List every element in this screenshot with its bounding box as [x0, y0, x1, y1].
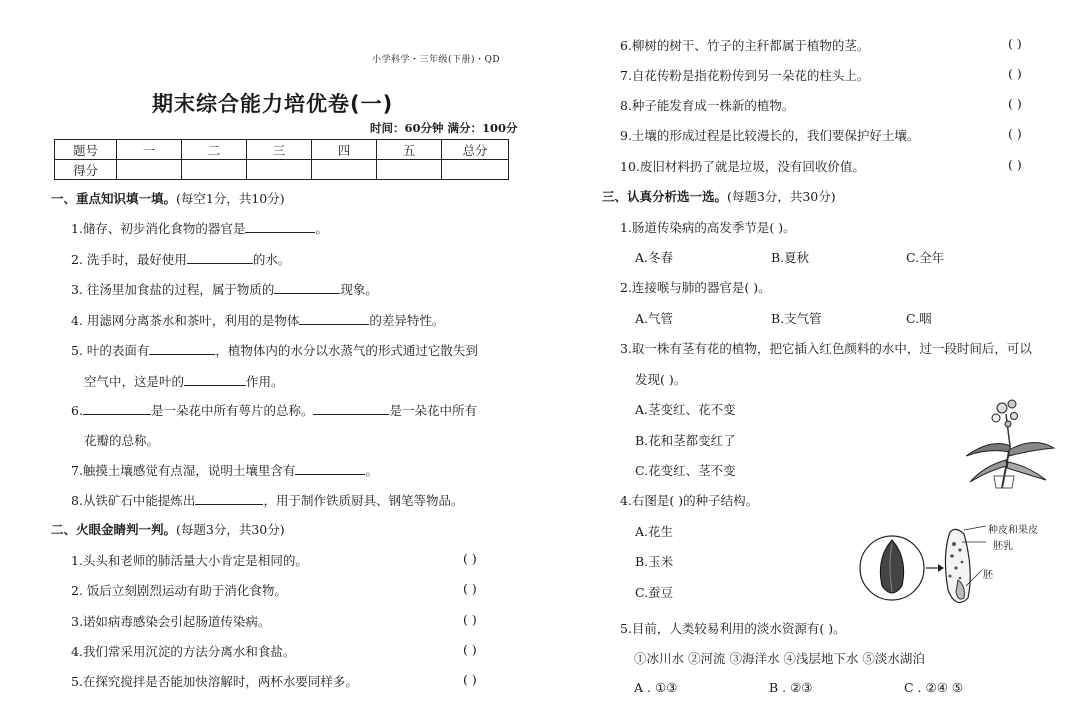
judge-question: 3.诺如病毒感染会引起肠道传染病。	[71, 614, 271, 629]
score-cell: 得分	[55, 160, 117, 180]
question-text: 。	[365, 463, 378, 478]
question-text: 的差异特性。	[369, 313, 445, 328]
score-cell: 四	[312, 140, 377, 160]
option-a[interactable]: A.气管	[635, 311, 674, 326]
answer-blank[interactable]	[295, 462, 365, 475]
answer-blank[interactable]	[274, 281, 340, 294]
answer-paren[interactable]: ( )	[463, 551, 477, 566]
section-1-heading	[51, 189, 285, 207]
fill-question-1	[71, 219, 328, 237]
fill-question-7	[71, 461, 378, 479]
score-input-cell[interactable]	[377, 160, 442, 180]
answer-paren[interactable]: ( )	[1008, 96, 1022, 111]
judge-question: 6.柳树的树干、竹子的主秆都属于植物的茎。	[620, 38, 870, 53]
score-input-cell[interactable]	[312, 160, 377, 180]
judge-question: 5.在探究搅拌是否能加快溶解时，两杯水要同样多。	[71, 674, 358, 689]
question-text: ，植物体内的水分以水蒸气的形式通过它散失到	[215, 343, 478, 358]
option-b[interactable]: B . ②③	[769, 680, 813, 695]
judge-question: 1.头头和老师的肺活量大小肯定是相同的。	[71, 553, 308, 568]
score-input-cell[interactable]	[182, 160, 247, 180]
option-c[interactable]: C.咽	[906, 311, 932, 326]
section-note: (每空1分，共10分)	[176, 191, 285, 206]
fill-question-3	[71, 280, 378, 298]
fill-question-5	[71, 341, 478, 359]
choice-question-5: 5.目前，人类较易利用的淡水资源有( )。	[620, 621, 846, 636]
answer-paren[interactable]: ( )	[463, 612, 477, 627]
section-heading-text: 三、认真分析选一选。	[602, 189, 728, 204]
judge-question: 2. 饭后立刻剧烈运动有助于消化食物。	[71, 583, 287, 598]
question-text: 作用。	[246, 374, 284, 389]
judge-question: 4.我们常采用沉淀的方法分离水和食盐。	[71, 644, 296, 659]
series-label: 小学科学・三年级(下册)・QD	[372, 55, 501, 65]
fill-question-4	[71, 311, 444, 329]
option-a[interactable]: A.花生	[635, 524, 674, 539]
option-a[interactable]: A.冬春	[635, 250, 674, 265]
seed-label-endosperm: 胚乳	[993, 541, 1013, 552]
score-input-cell[interactable]	[117, 160, 182, 180]
answer-blank[interactable]	[313, 402, 389, 415]
score-cell: 总分	[442, 140, 509, 160]
answer-paren[interactable]: ( )	[463, 672, 477, 687]
choice-question-1: 1.肠道传染病的高发季节是( )。	[620, 220, 796, 235]
question-text: 现象。	[340, 282, 378, 297]
section-heading-text: 一、重点知识填一填。	[51, 191, 177, 206]
judge-question: 9.土壤的形成过程是比较漫长的，我们要保护好土壤。	[620, 128, 920, 143]
answer-paren[interactable]: ( )	[1008, 36, 1022, 51]
page-title: 期末综合能力培优卷(一)	[152, 92, 394, 116]
question-text: 5. 叶的表面有	[71, 343, 150, 358]
question-text: 4. 用滤网分离茶水和茶叶，利用的是物体	[71, 313, 300, 328]
option-c[interactable]: C.花变红、茎不变	[635, 463, 736, 478]
question-text: 7.触摸土壤感觉有点湿，说明土壤里含有	[71, 463, 296, 478]
score-table	[54, 139, 509, 180]
score-cell: 题号	[55, 140, 117, 160]
answer-blank[interactable]	[149, 342, 215, 355]
score-input-cell[interactable]	[442, 160, 509, 180]
score-table-header-row	[55, 140, 509, 160]
choice-question-3-cont: 发现( )。	[635, 372, 687, 387]
option-c[interactable]: C . ②④ ⑤	[904, 680, 964, 695]
answer-blank[interactable]	[245, 220, 315, 233]
section-note: (每题3分，共30分)	[727, 189, 836, 204]
score-cell: 二	[182, 140, 247, 160]
question-text: 空气中，这是叶的	[84, 374, 185, 389]
question-text: 的水。	[252, 252, 291, 267]
question-text: 是一朵花中所有	[389, 403, 477, 418]
section-2-heading	[51, 520, 285, 538]
judge-question: 10.废旧材料扔了就是垃圾，没有回收价值。	[620, 159, 865, 174]
score-cell: 三	[247, 140, 312, 160]
answer-paren[interactable]: ( )	[1008, 157, 1022, 172]
score-cell: 一	[117, 140, 182, 160]
question-text: 。	[315, 221, 328, 236]
seed-label-coat: 种皮和果皮	[988, 525, 1038, 536]
fill-question-2	[71, 250, 290, 268]
answer-blank[interactable]	[184, 373, 246, 386]
score-table-score-row	[55, 160, 509, 180]
exam-time: 时间：60分钟 满分：100分	[370, 121, 518, 135]
flower-in-water-illustration	[962, 396, 1057, 490]
fill-question-5-cont	[84, 372, 284, 390]
choice-question-3: 3.取一株有茎有花的植物，把它插入红色颜料的水中，过一段时间后，可以	[620, 341, 1032, 356]
answer-blank[interactable]	[299, 312, 369, 325]
question-text: 6.	[71, 403, 83, 418]
question-text: ，用于制作铁质厨具、钢笔等物品。	[263, 493, 464, 508]
fill-question-6-cont: 花瓣的总称。	[84, 433, 160, 448]
answer-paren[interactable]: ( )	[463, 642, 477, 657]
answer-blank[interactable]	[187, 251, 253, 264]
choice-question-2: 2.连接喉与肺的器官是( )。	[620, 280, 771, 295]
question-text: 是一朵花中所有萼片的总称。	[150, 403, 314, 418]
option-b[interactable]: B.夏秋	[771, 250, 810, 265]
judge-question: 7.自花传粉是指花粉传到另一朵花的柱头上。	[620, 68, 870, 83]
answer-paren[interactable]: ( )	[1008, 126, 1022, 141]
option-a[interactable]: A . ①③	[634, 680, 678, 695]
question-text: 3. 往汤里加食盐的过程，属于物质的	[71, 282, 275, 297]
seed-label-embryo: 胚	[983, 570, 993, 581]
question-text: 8.从铁矿石中能提炼出	[71, 493, 196, 508]
answer-blank[interactable]	[195, 492, 263, 505]
score-cell: 五	[377, 140, 442, 160]
answer-paren[interactable]: ( )	[1008, 66, 1022, 81]
section-note: (每题3分，共30分)	[176, 522, 285, 537]
question-text: 1.储存、初步消化食物的器官是	[71, 221, 246, 236]
answer-blank[interactable]	[83, 402, 151, 415]
section-3-heading	[602, 187, 836, 205]
option-b[interactable]: B.玉米	[635, 554, 674, 569]
answer-paren[interactable]: ( )	[463, 581, 477, 596]
judge-question: 8.种子能发育成一株新的植物。	[620, 98, 795, 113]
option-a[interactable]: A.茎变红、花不变	[635, 402, 736, 417]
option-b[interactable]: B.花和茎都变红了	[635, 433, 736, 448]
option-c[interactable]: C.蚕豆	[635, 585, 674, 600]
option-c[interactable]: C.全年	[906, 250, 945, 265]
question-text: 2. 洗手时，最好使用	[71, 252, 187, 267]
fill-question-6	[71, 401, 477, 419]
seed-structure-diagram	[858, 520, 988, 610]
fill-question-8	[71, 491, 463, 509]
choice-question-5-items: ①冰川水 ②河流 ③海洋水 ④浅层地下水 ⑤淡水湖泊	[634, 651, 925, 666]
choice-question-4: 4.右图是( )的种子结构。	[620, 493, 759, 508]
score-input-cell[interactable]	[247, 160, 312, 180]
section-heading-text: 二、火眼金睛判一判。	[51, 522, 177, 537]
option-b[interactable]: B.支气管	[771, 311, 822, 326]
